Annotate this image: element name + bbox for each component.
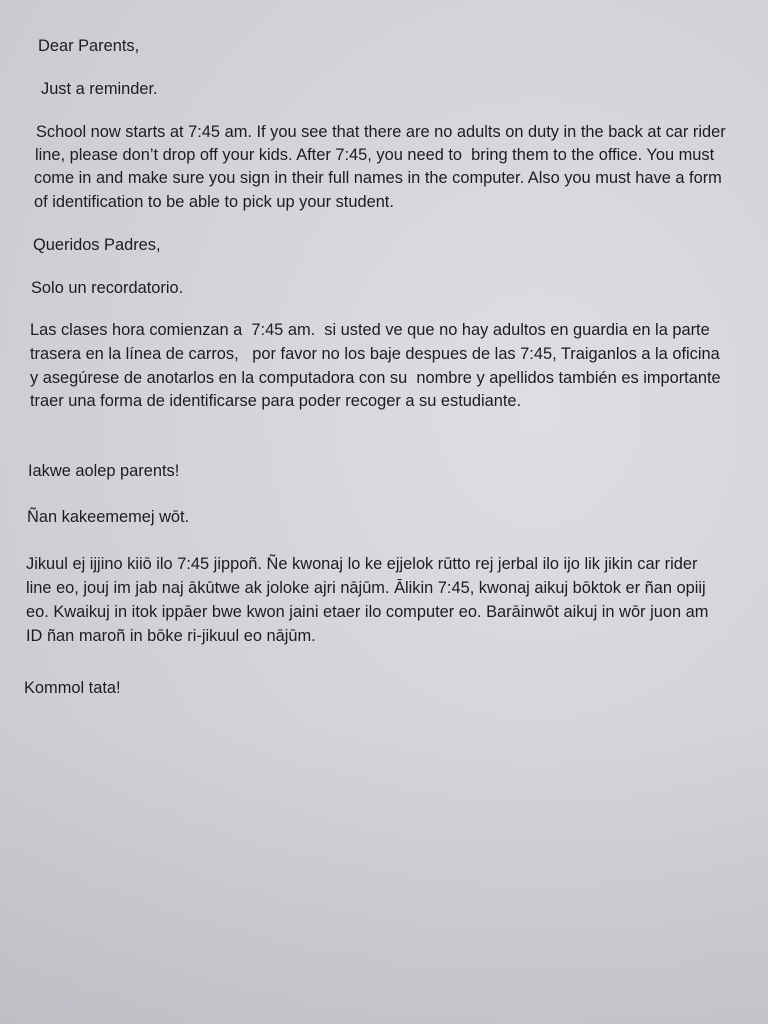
english-body-line: line, please don’t drop off your kids. After 7:45, you need to bring them to the office. You must [35,146,715,164]
english-reminder: Just a reminder. [41,80,158,98]
spanish-reminder: Solo un recordatorio. [31,279,184,297]
marshallese-body-line: ID ñan maroñ in bōke ri-jikuul eo nājūm. [26,627,316,645]
marshallese-reminder: Ñan kakeememej wōt. [27,508,190,526]
spanish-body-line: y asegúrese de anotarlos en la computadora con su nombre y apellidos también es importante [30,369,721,387]
english-body-line: of identification to be able to pick up your student. [34,193,394,211]
spanish-body-line: Las clases hora comienzan a 7:45 am. si usted ve que no hay adultos en guardia en la parte [30,321,710,339]
marshallese-body-line: eo. Kwaikuj in itok ippāer bwe kwon jaini etaer ilo computer eo. Barāinwōt aikuj in wōr juon am [26,603,709,621]
english-body-line: come in and make sure you sign in their full names in the computer. Also you must have a form [34,169,722,187]
marshallese-body-line: Jikuul ej ijjino kiiō ilo 7:45 jippoñ. Ñe kwonaj lo ke ejjelok rūtto rej jerbal ilo ijo lik jikin car rider [26,555,698,573]
spanish-body-line: traer una forma de identificarse para poder recoger a su estudiante. [30,392,522,410]
english-body-line: School now starts at 7:45 am. If you see that there are no adults on duty in the back at car rider [36,123,726,141]
spanish-body-line: trasera en la línea de carros, por favor no los baje despues de las 7:45, Traiganlos a la oficina [30,345,720,363]
marshallese-greeting: Iakwe aolep parents! [28,462,180,480]
marshallese-closing: Kommol tata! [24,679,121,697]
paper-shadow [0,724,768,1024]
spanish-greeting: Queridos Padres, [33,236,161,254]
english-greeting: Dear Parents, [38,37,140,55]
marshallese-body-line: line eo, jouj im jab naj ākūtwe ak joloke ajri nājūm. Ālikin 7:45, kwonaj aikuj bōktok er ñan opiij [26,579,706,597]
